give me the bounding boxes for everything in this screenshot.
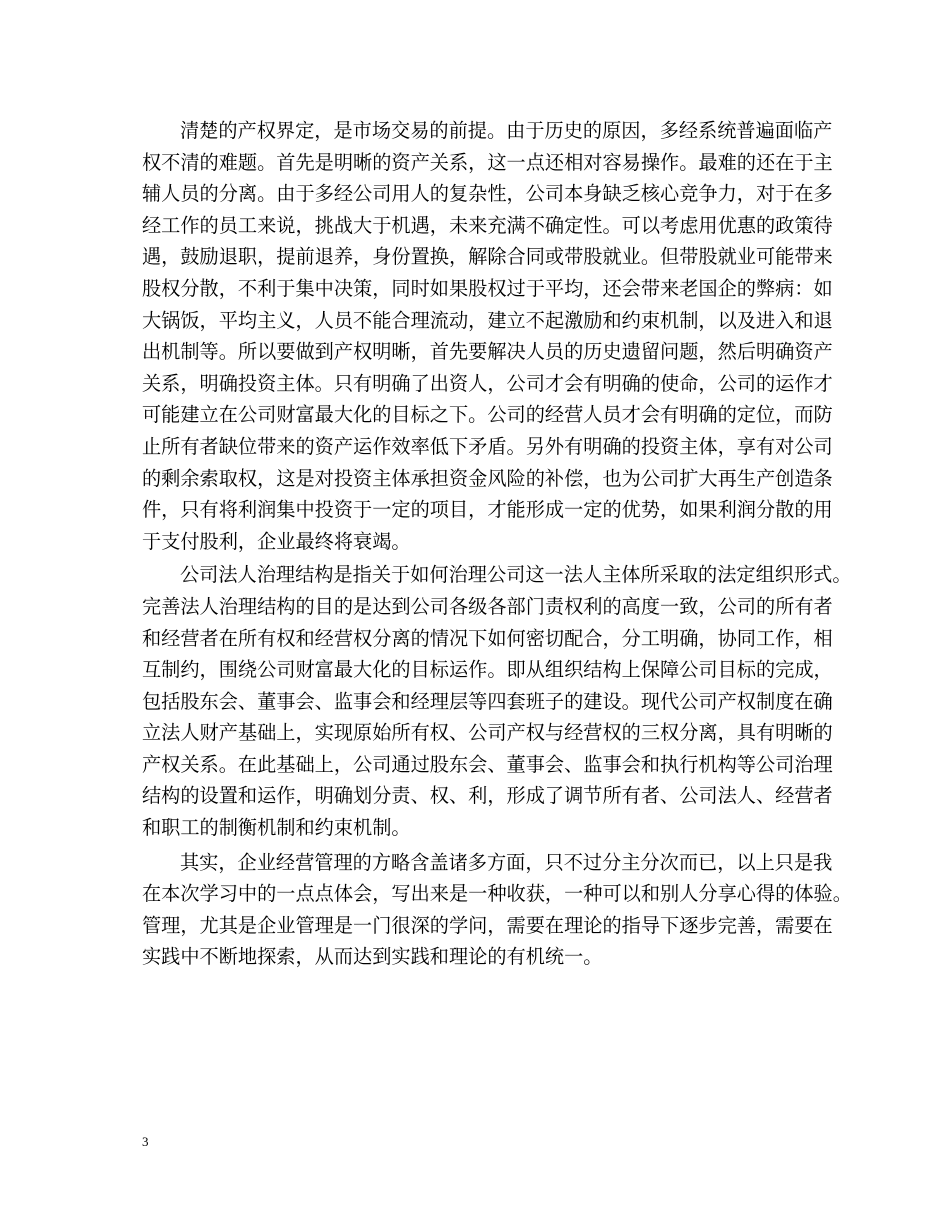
paragraph-line: 经工作的员工来说，挑战大于机遇，未来充满不确定性。可以考虑用优惠的政策待 [142, 213, 833, 237]
page-number: 3 [142, 1134, 149, 1149]
paragraph-line: 遇，鼓励退职，提前退养，身份置换，解除合同或带股就业。但带股就业可能带来 [142, 245, 833, 269]
paragraph-line: 产权关系。在此基础上，公司通过股东会、董事会、监事会和执行机构等公司治理 [142, 752, 833, 776]
paragraph-line: 可能建立在公司财富最大化的目标之下。公司的经营人员才会有明确的定位，而防 [142, 403, 833, 427]
document-body [142, 115, 852, 973]
paragraph-conclusion [142, 847, 852, 973]
paragraph-line: 权不清的难题。首先是明晰的资产关系，这一点还相对容易操作。最难的还在于主 [142, 150, 833, 174]
paragraph-line: 其实，企业经营管理的方略含盖诸多方面，只不过分主分次而已，以上只是我 [180, 850, 833, 874]
paragraph-line: 和职工的制衡机制和约束机制。 [142, 816, 411, 840]
paragraph-line: 大锅饭，平均主义，人员不能合理流动，建立不起激励和约束机制，以及进入和退 [142, 308, 833, 332]
paragraph-line: 实践中不断地探索，从而达到实践和理论的有机统一。 [142, 945, 603, 969]
paragraph-line: 止所有者缺位带来的资产运作效率低下矛盾。另外有明确的投资主体，享有对公司 [142, 434, 833, 458]
paragraph-line: 清楚的产权界定，是市场交易的前提。由于历史的原因，多经系统普遍面临产 [180, 119, 833, 142]
paragraph-line: 立法人财产基础上，实现原始所有权、公司产权与经营权的三权分离，具有明晰的 [142, 721, 833, 745]
paragraph-property-rights [142, 115, 833, 557]
paragraph-line: 出机制等。所以要做到产权明晰，首先要解决人员的历史遗留问题，然后明确资产 [142, 340, 833, 364]
paragraph-line: 股权分散，不利于集中决策，同时如果股权过于平均，还会带来老国企的弊病：如 [142, 276, 833, 300]
paragraph-line: 在本次学习中的一点点体会，写出来是一种收获，一种可以和别人分享心得的体验。 [142, 882, 852, 906]
paragraph-line: 互制约，围绕公司财富最大化的目标运作。即从组织结构上保障公司目标的完成， [142, 658, 833, 682]
paragraph-line: 和经营者在所有权和经营权分离的情况下如何密切配合，分工明确，协同工作，相 [142, 626, 833, 650]
paragraph-line: 的剩余索取权，这是对投资主体承担资金风险的补偿，也为公司扩大再生产创造条 [142, 466, 833, 490]
paragraph-line: 完善法人治理结构的目的是达到公司各级各部门责权利的高度一致，公司的所有者 [142, 594, 833, 618]
paragraph-line: 公司法人治理结构是指关于如何治理公司这一法人主体所采取的法定组织形式。 [180, 563, 852, 587]
paragraph-line: 件，只有将利润集中投资于一定的项目，才能形成一定的优势，如果利润分散的用 [142, 498, 833, 522]
paragraph-line: 管理，尤其是企业管理是一门很深的学问，需要在理论的指导下逐步完善，需要在 [142, 913, 833, 937]
paragraph-corporate-governance [142, 559, 852, 843]
paragraph-line: 关系，明确投资主体。只有明确了出资人，公司才会有明确的使命，公司的运作才 [142, 371, 833, 395]
paragraph-line: 包括股东会、董事会、监事会和经理层等四套班子的建设。现代公司产权制度在确 [142, 689, 833, 713]
paragraph-line: 辅人员的分离。由于多经公司用人的复杂性，公司本身缺乏核心竞争力，对于在多 [142, 182, 833, 206]
paragraph-line: 结构的设置和运作，明确划分责、权、利，形成了调节所有者、公司法人、经营者 [142, 784, 833, 808]
paragraph-line: 于支付股利，企业最终将衰竭。 [142, 529, 411, 553]
